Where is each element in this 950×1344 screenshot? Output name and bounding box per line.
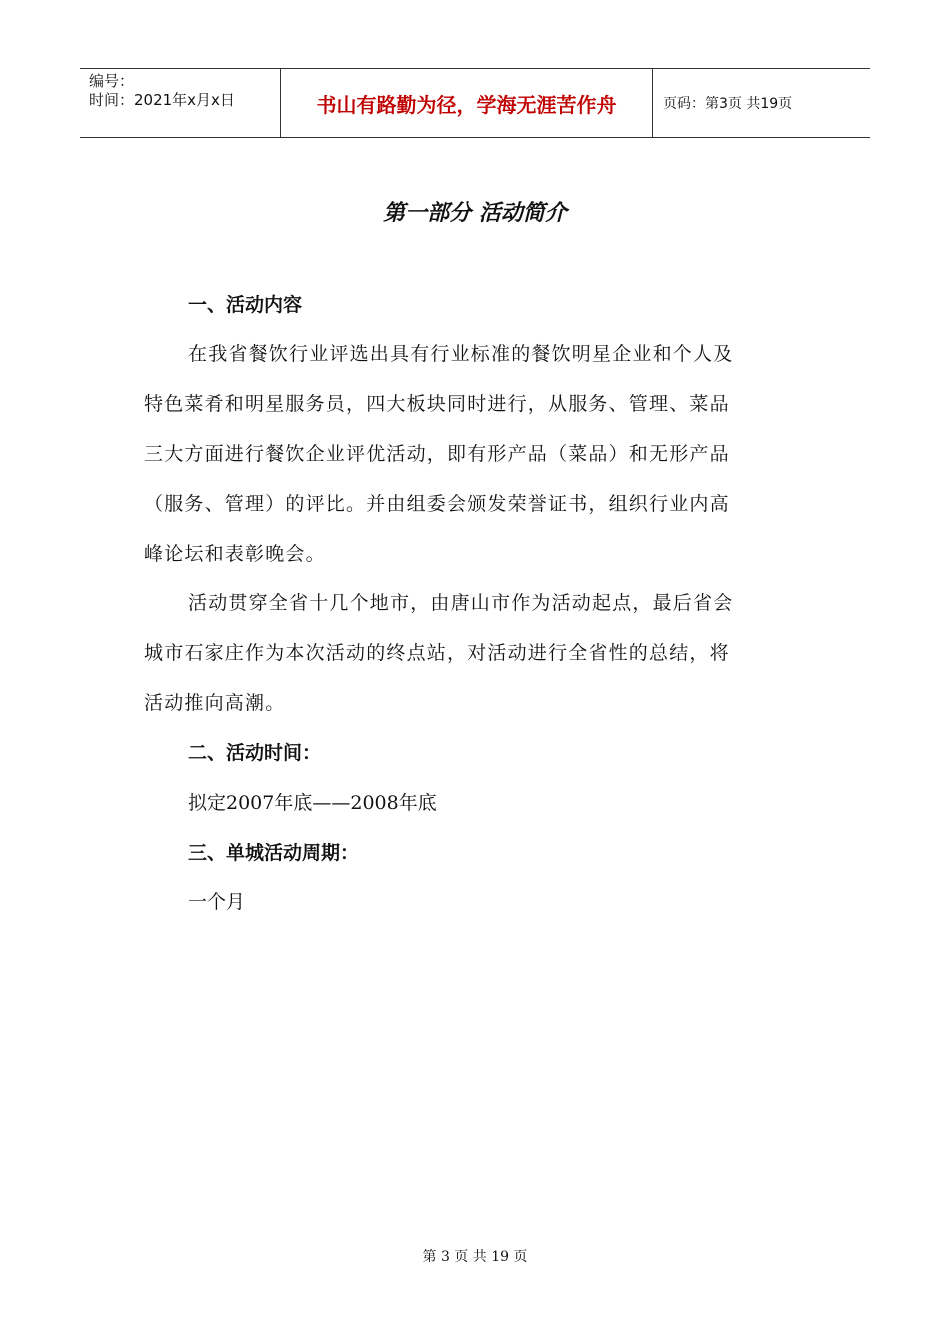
time-label: 时间：2021年x月x日 <box>89 91 235 109</box>
section1-heading: 一、活动内容 <box>188 294 303 316</box>
para1-line: 峰论坛和表彰晚会。 <box>144 543 326 565</box>
para1-line: 特色菜肴和明星服务员，四大板块同时进行，从服务、管理、菜品 <box>144 393 730 415</box>
section3-content: 一个月 <box>188 891 246 913</box>
para2-line: 城市石家庄作为本次活动的终点站，对活动进行全省性的总结，将 <box>144 642 730 664</box>
header-table <box>80 68 870 138</box>
number-label: 编号： <box>89 72 135 90</box>
section1-paragraph-2 <box>144 578 824 728</box>
para1-line: （服务、管理）的评比。并由组委会颁发荣誉证书，组织行业内高 <box>144 493 730 515</box>
page-footer: 第 3 页 共 19 页 <box>422 1249 528 1265</box>
para2-line: 活动贯穿全省十几个地市，由唐山市作为活动起点，最后省会 <box>188 592 734 614</box>
page-info: 页码：第3页 共19页 <box>663 96 793 112</box>
motto: 书山有路勤为径，学海无涯苦作舟 <box>281 69 653 137</box>
para1-line: 在我省餐饮行业评选出具有行业标准的餐饮明星企业和个人及 <box>188 343 734 365</box>
header-left-cell <box>80 69 281 137</box>
section3-heading: 三、单城活动周期： <box>188 842 360 864</box>
page-title: 第一部分 活动简介 <box>383 201 567 226</box>
para2-line: 活动推向高潮。 <box>144 692 286 714</box>
para1-line: 三大方面进行餐饮企业评优活动，即有形产品（菜品）和无形产品 <box>144 443 730 465</box>
section2-heading: 二、活动时间： <box>188 742 322 764</box>
section1-paragraph-1 <box>144 329 824 579</box>
section2-content: 拟定2007年底——2008年底 <box>188 792 437 814</box>
